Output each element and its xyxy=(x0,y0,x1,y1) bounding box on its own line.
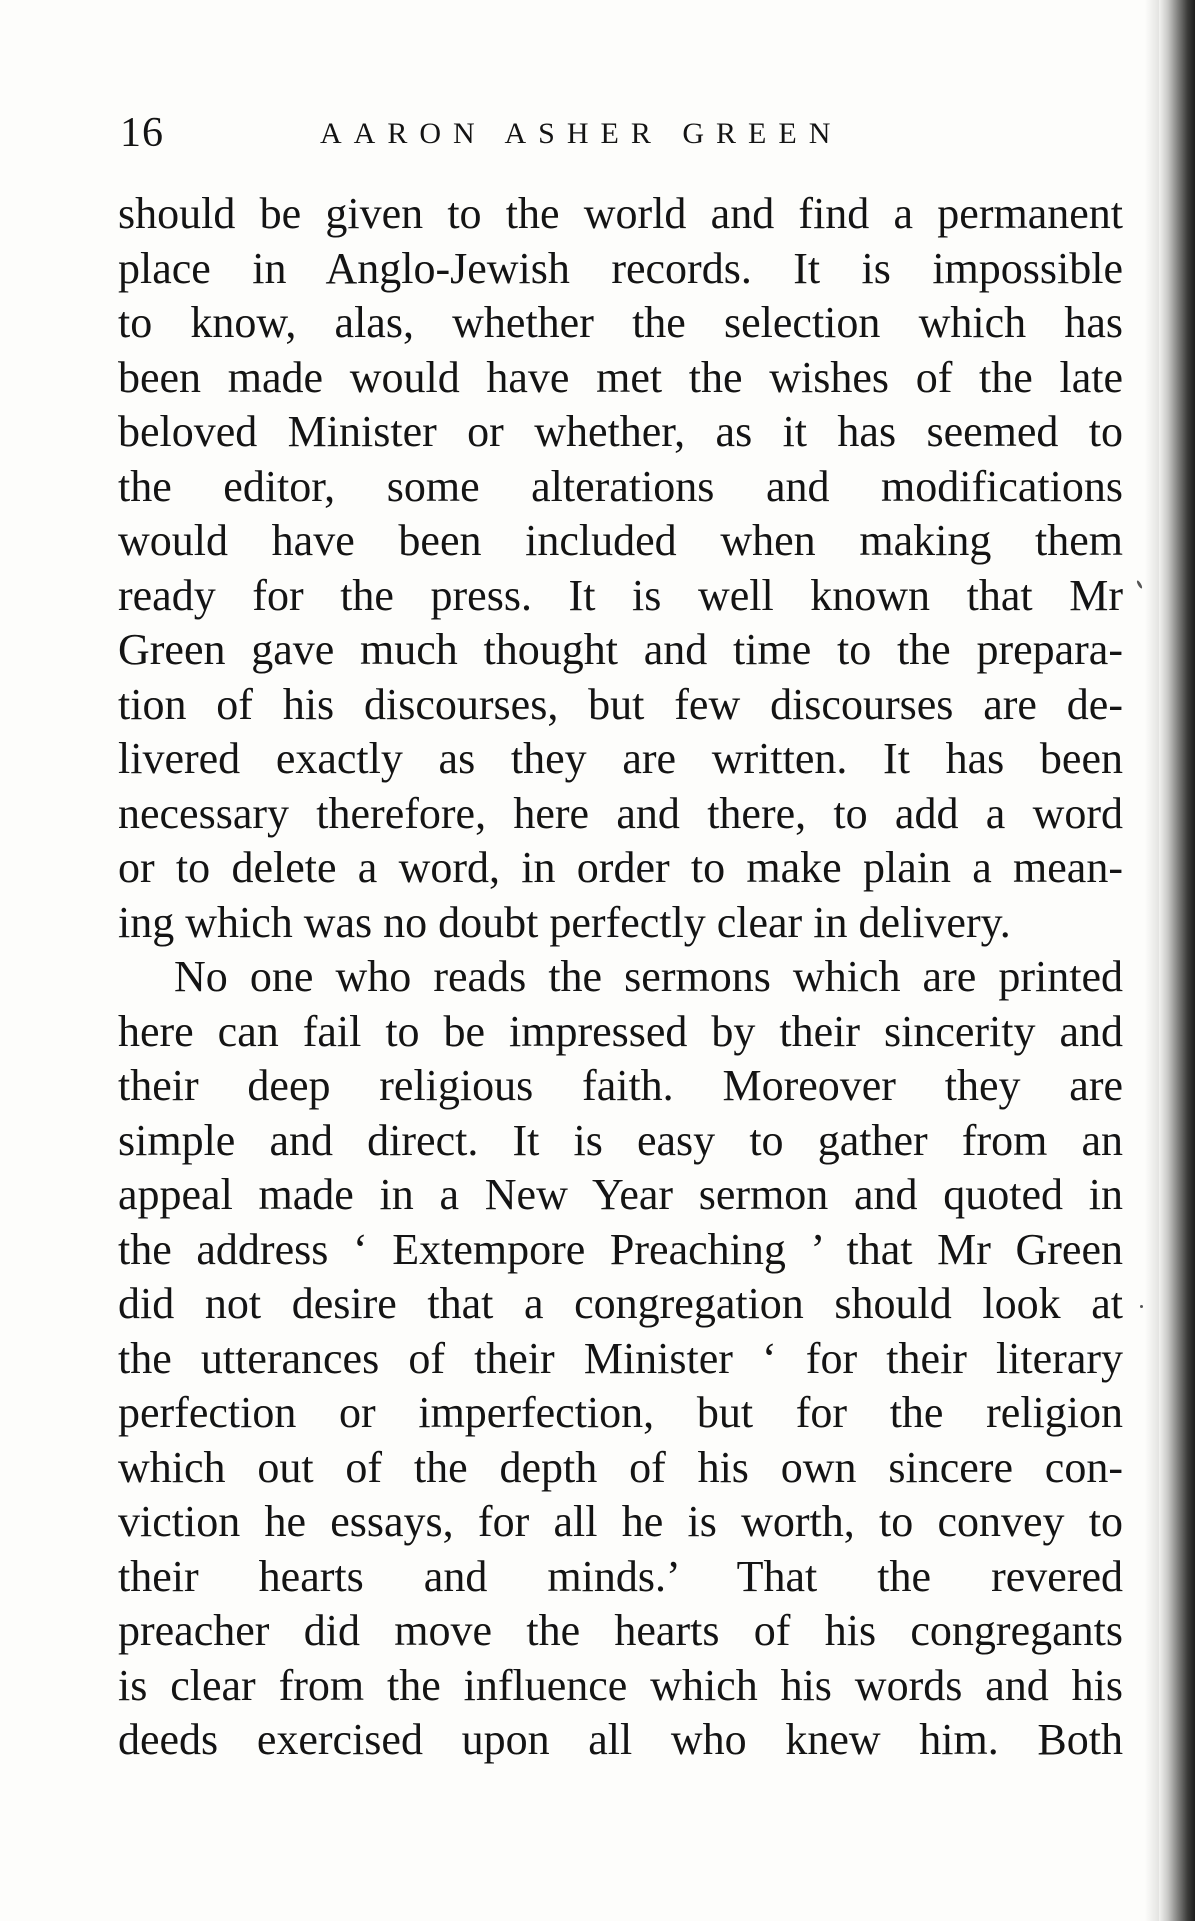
text-line: tion of his discourses, but few discourses are de- xyxy=(118,679,1123,729)
text-line: their deep religious faith. Moreover they are xyxy=(118,1061,1123,1110)
text-line: which out of the depth of his own sincere con- xyxy=(118,1442,1123,1492)
text-line: ready for the press. It is well known that Mr xyxy=(118,570,1123,620)
text-line: place in Anglo-Jewish records. It is impossible xyxy=(118,243,1123,293)
binding-edge xyxy=(1159,0,1195,1921)
text-line: the address ‘ Extempore Preaching ’ that Mr Green xyxy=(118,1224,1123,1274)
page-number: 16 xyxy=(120,110,164,156)
text-line: the editor, some alterations and modifications xyxy=(118,461,1123,511)
text-line: or to delete a word, in order to make plain a mean- xyxy=(118,843,1123,892)
text-line: should be given to the world and find a permanent xyxy=(118,189,1123,238)
text-line: is clear from the influence which his words and his xyxy=(118,1660,1123,1710)
text-line: to know, alas, whether the selection which has xyxy=(118,298,1123,347)
running-title: AARON ASHER GREEN xyxy=(320,117,843,150)
text-line: their hearts and minds.’ That the revered xyxy=(118,1551,1123,1601)
scan-speck xyxy=(1140,1305,1143,1308)
text-line: simple and direct. It is easy to gather from an xyxy=(118,1115,1123,1165)
text-line: here can fail to be impressed by their sincerity and xyxy=(118,1006,1123,1056)
text-line: the utterances of their Minister ‘ for their literary xyxy=(118,1333,1123,1383)
body-text xyxy=(118,187,1123,1768)
text-line: ing which was no doubt perfectly clear in delivery. xyxy=(118,897,1011,947)
binding-shadow xyxy=(1145,0,1159,1921)
text-line: deeds exercised upon all who knew him. Both xyxy=(118,1715,1123,1764)
text-line: preacher did move the hearts of his congregants xyxy=(118,1606,1123,1655)
text-line: perfection or imperfection, but for the religion xyxy=(118,1388,1123,1437)
text-line: viction he essays, for all he is worth, to convey to xyxy=(118,1497,1123,1546)
text-line: livered exactly as they are written. It has been xyxy=(118,734,1123,783)
text-line: beloved Minister or whether, as it has seemed to xyxy=(118,407,1123,456)
text-line: did not desire that a congregation should look at xyxy=(118,1279,1123,1328)
paragraph-start-line: No one who reads the sermons which are printed xyxy=(174,952,1123,1001)
text-line: been made would have met the wishes of the late xyxy=(118,352,1123,402)
scan-speck xyxy=(1136,580,1143,589)
text-line: would have been included when making them xyxy=(118,516,1123,565)
text-line: necessary therefore, here and there, to add a word xyxy=(118,788,1123,838)
text-line: Green gave much thought and time to the prepara- xyxy=(118,625,1123,674)
running-head xyxy=(120,108,1120,158)
text-line: appeal made in a New Year sermon and quoted in xyxy=(118,1170,1123,1219)
